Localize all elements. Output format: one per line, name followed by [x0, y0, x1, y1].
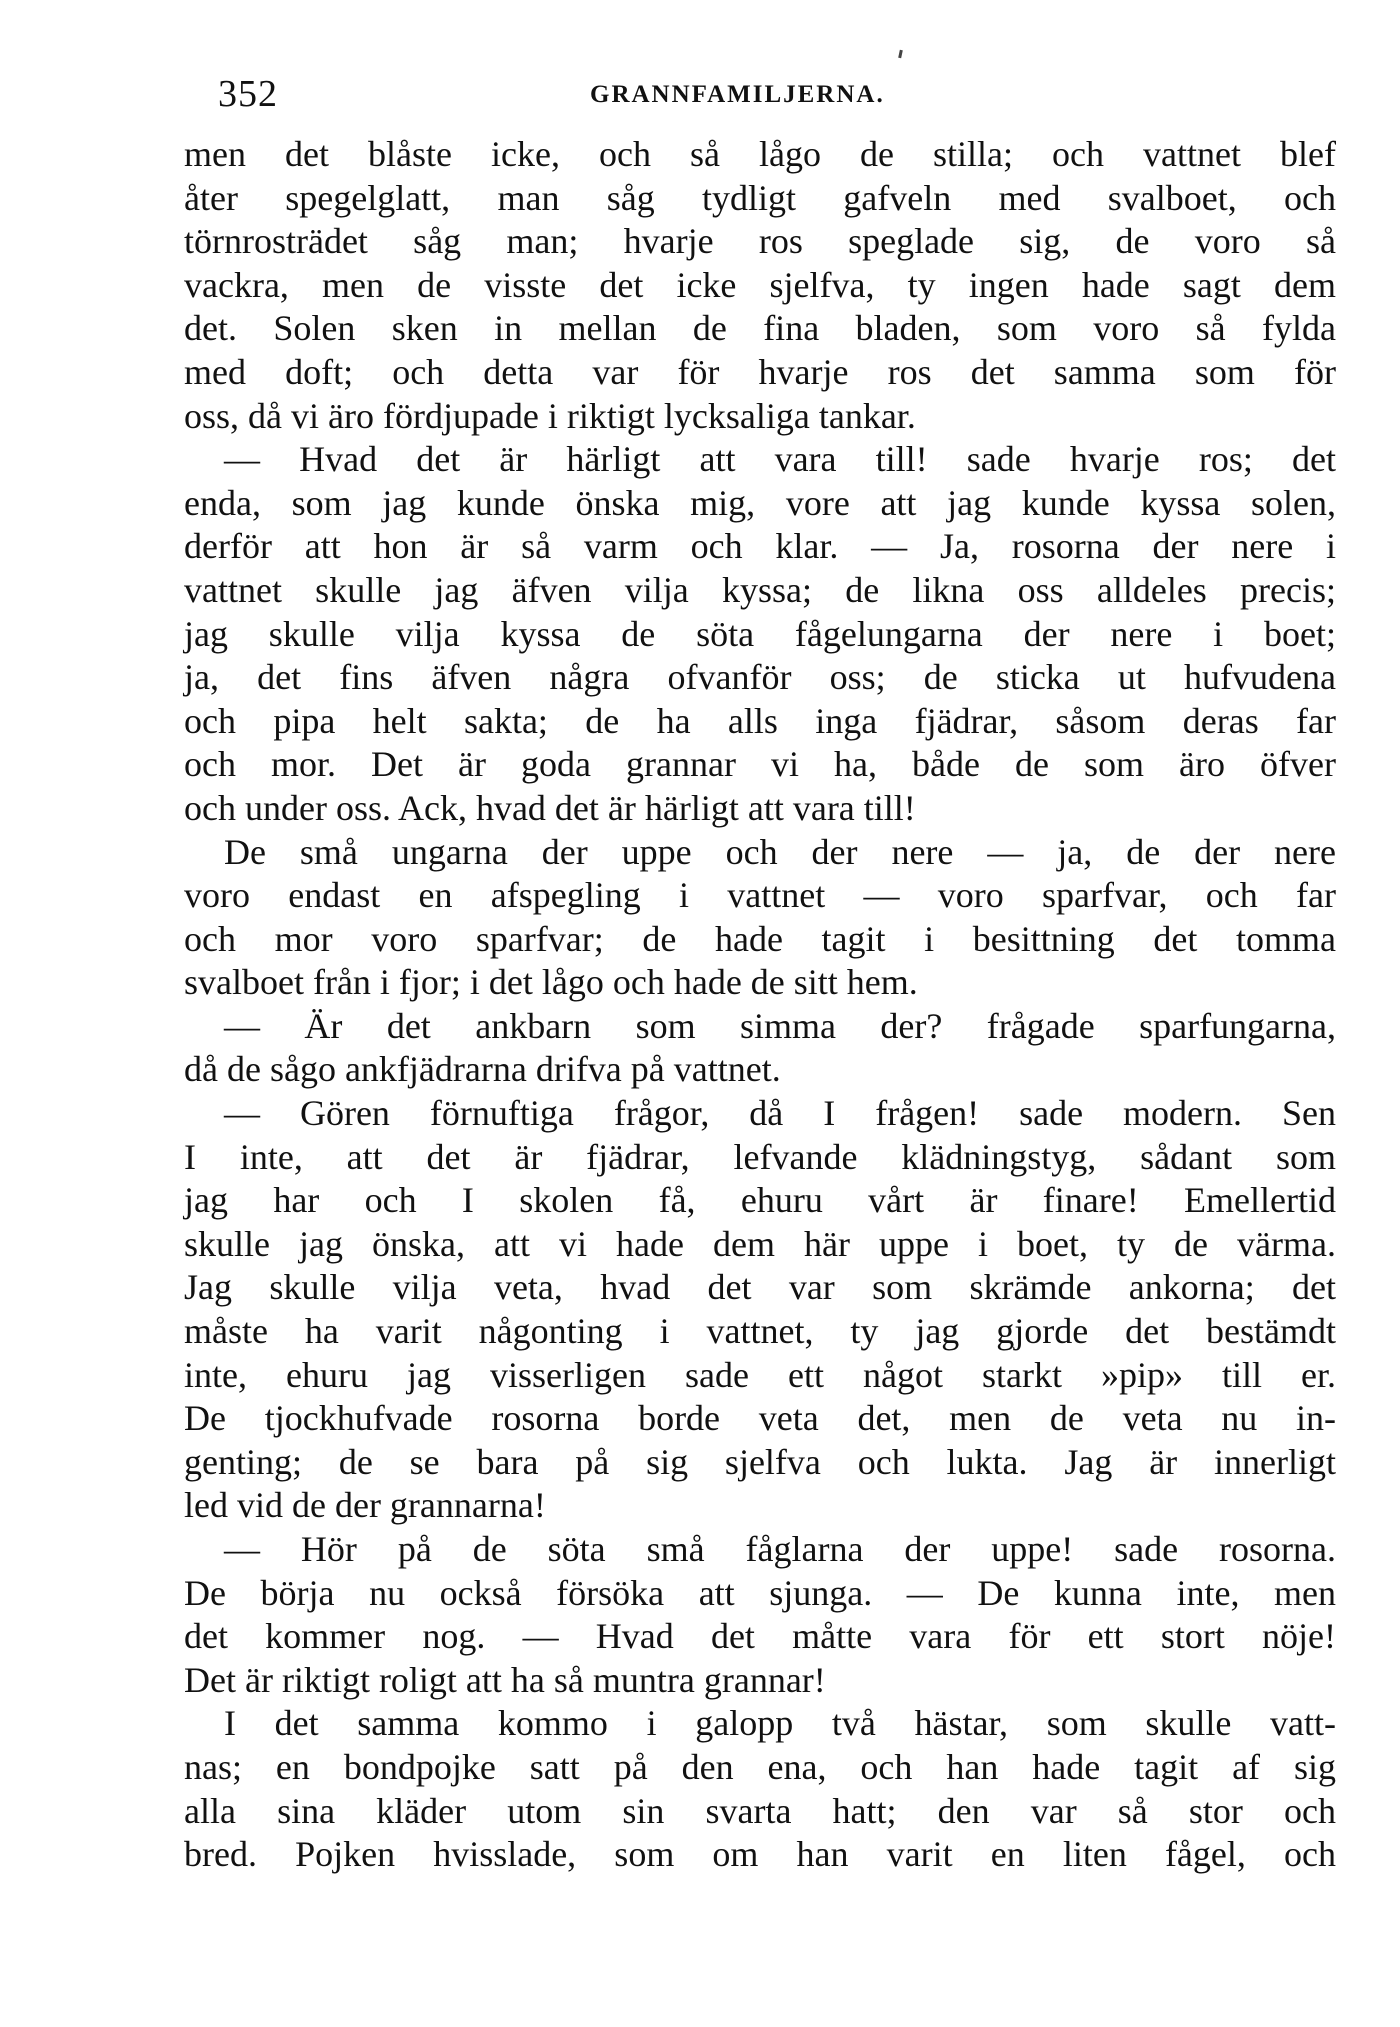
text-line: led vid de der grannarna! [184, 1485, 546, 1526]
text-line: oss, då vi äro fördjupade i riktigt lycksaliga tankar. [184, 395, 916, 436]
text-line: skulle jag önska, att vi hade dem här uppe i boet, ty de värma. [184, 1223, 1336, 1264]
print-speck [898, 50, 903, 58]
text-line: Det är riktigt roligt att ha så muntra grannar! [184, 1659, 826, 1700]
text-line: men det blåste icke, och så lågo de stilla; och vattnet blef [184, 134, 1336, 174]
text-line: inte, ehuru jag visserligen sade ett något starkt »pip» till er. [184, 1354, 1336, 1395]
text-line: I det samma kommo i galopp två hästar, som skulle vatt- [224, 1703, 1336, 1744]
text-line: derför att hon är så varm och klar. — Ja, rosorna der nere i [184, 526, 1336, 567]
text-line: vattnet skulle jag äfven vilja kyssa; de likna oss alldeles precis; [184, 569, 1336, 610]
text-line: nas; en bondpojke satt på den ena, och han hade tagit af sig [184, 1746, 1336, 1787]
page-header [184, 72, 1336, 116]
text-line: törnrosträdet såg man; hvarje ros speglade sig, de voro så [184, 221, 1336, 262]
text-line: — Hvad det är härligt att vara till! sade hvarje ros; det [224, 439, 1336, 480]
text-line: jag skulle vilja kyssa de söta fågelungarna der nere i boet; [184, 613, 1336, 654]
text-line: — Gören förnuftiga frågor, då I frågen! sade modern. Sen [224, 1093, 1336, 1134]
text-line: det kommer nog. — Hvad det måtte vara för ett stort nöje! [184, 1616, 1336, 1657]
text-line: det. Solen sken in mellan de fina bladen, som voro så fylda [184, 308, 1336, 349]
text-line: jag har och I skolen få, ehuru vårt är finare! Emellertid [184, 1180, 1336, 1221]
running-title: GRANNFAMILJERNA. [590, 81, 885, 108]
text-line: I inte, att det är fjädrar, lefvande klädningstyg, sådant som [184, 1136, 1336, 1177]
text-line: Jag skulle vilja veta, hvad det var som skrämde ankorna; det [184, 1267, 1336, 1308]
text-line: då de sågo ankfjädrarna drifva på vattnet. [184, 1049, 781, 1090]
page-number: 352 [218, 73, 278, 115]
text-line: och mor voro sparfvar; de hade tagit i besittning det tomma [184, 918, 1336, 959]
text-line: De små ungarna der uppe och der nere — ja, de der nere [224, 831, 1336, 872]
body-text [184, 133, 1336, 1877]
text-line: och mor. Det är goda grannar vi ha, både de som äro öfver [184, 744, 1336, 785]
text-line: — Är det ankbarn som simma der? frågade sparfungarna, [224, 1005, 1336, 1046]
text-line: åter spegelglatt, man såg tydligt gafveln med svalboet, och [184, 177, 1336, 218]
text-line: måste ha varit någonting i vattnet, ty jag gjorde det bestämdt [184, 1311, 1336, 1352]
text-line: och pipa helt sakta; de ha alls inga fjädrar, såsom deras far [184, 700, 1336, 741]
text-line: och under oss. Ack, hvad det är härligt att vara till! [184, 787, 916, 828]
text-line: — Hör på de söta små fåglarna der uppe! sade rosorna. [224, 1529, 1336, 1569]
text-line: bred. Pojken hvisslade, som om han varit en liten fågel, och [184, 1834, 1336, 1875]
text-line: med doft; och detta var för hvarje ros det samma som för [184, 351, 1336, 392]
text-line: vackra, men de visste det icke sjelfva, ty ingen hade sagt dem [184, 264, 1336, 305]
text-line: enda, som jag kunde önska mig, vore att jag kunde kyssa solen, [184, 482, 1336, 523]
text-line: voro endast en afspegling i vattnet — voro sparfvar, och far [184, 875, 1336, 916]
text-line: De tjockhufvade rosorna borde veta det, men de veta nu in- [184, 1398, 1336, 1439]
text-line: ja, det fins äfven några ofvanför oss; de sticka ut hufvudena [184, 657, 1336, 698]
text-line: svalboet från i fjor; i det lågo och hade de sitt hem. [184, 962, 918, 1003]
text-line: genting; de se bara på sig sjelfva och lukta. Jag är innerligt [184, 1441, 1336, 1482]
text-line: alla sina kläder utom sin svarta hatt; den var så stor och [184, 1790, 1336, 1831]
text-line: De börja nu också försöka att sjunga. — De kunna inte, men [184, 1572, 1336, 1613]
